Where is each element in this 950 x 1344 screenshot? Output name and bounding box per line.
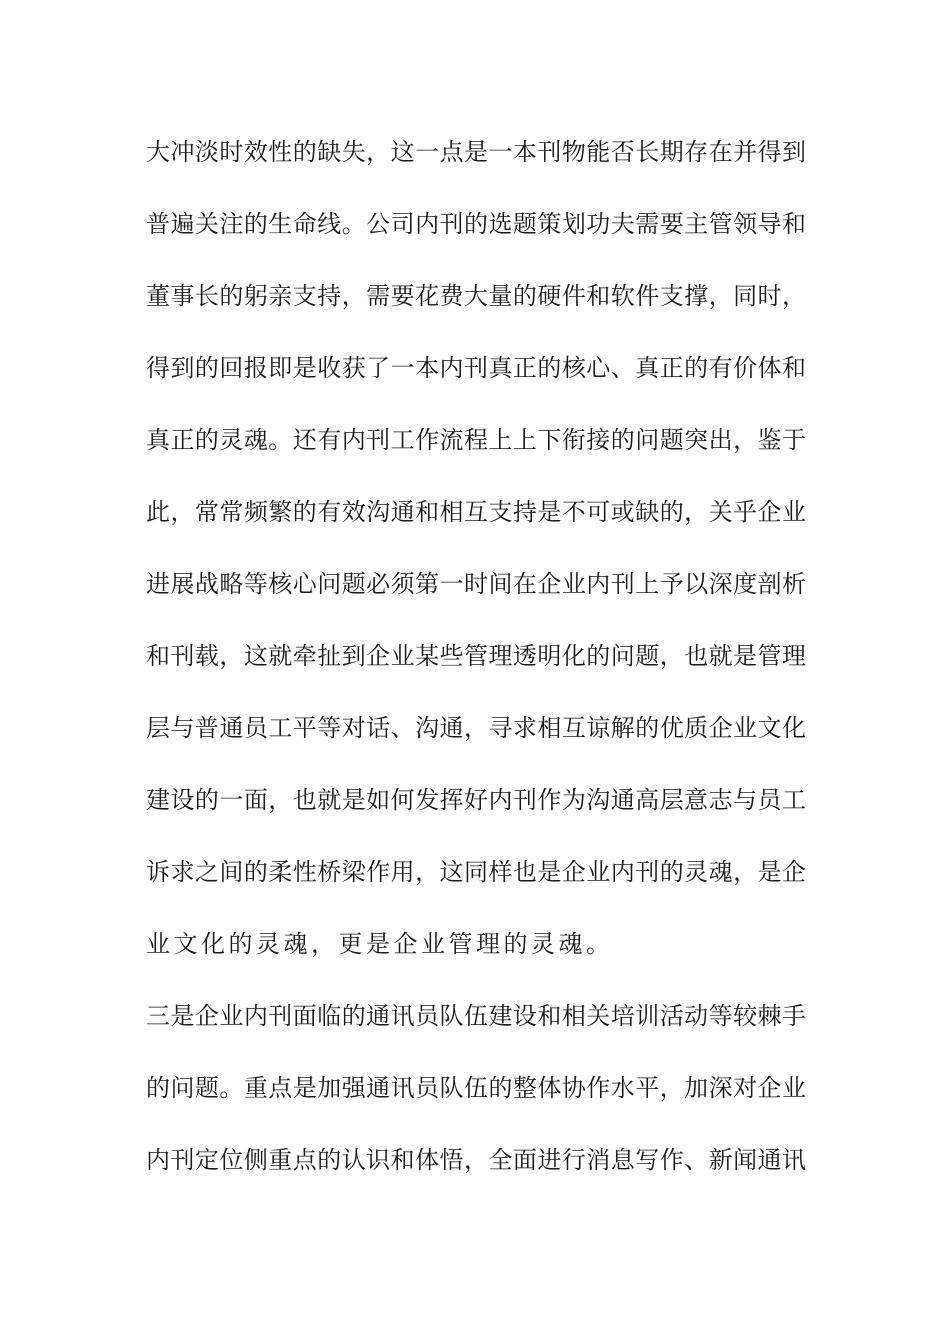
text-line: 建设的一面，也就是如何发挥好内刊作为沟通高层意志与员工 bbox=[146, 786, 806, 814]
text-line: 普遍关注的生命线。公司内刊的选题策划功夫需要主管领导和 bbox=[146, 210, 806, 238]
text-line: 内刊定位侧重点的认识和体悟，全面进行消息写作、新闻通讯 bbox=[146, 1146, 806, 1174]
text-line: 大冲淡时效性的缺失，这一点是一本刊物能否长期存在并得到 bbox=[146, 138, 806, 166]
text-line: 得到的回报即是收获了一本内刊真正的核心、真正的有价体和 bbox=[146, 354, 806, 382]
text-line: 业文化的灵魂，更是企业管理的灵魂。 bbox=[146, 930, 614, 958]
text-line: 层与普通员工平等对话、沟通，寻求相互谅解的优质企业文化 bbox=[146, 714, 806, 742]
text-line: 三是企业内刊面临的通讯员队伍建设和相关培训活动等较棘手 bbox=[146, 1002, 806, 1030]
body-text bbox=[146, 128, 806, 1208]
text-line: 此，常常频繁的有效沟通和相互支持是不可或缺的，关乎企业 bbox=[146, 498, 806, 526]
text-line: 真正的灵魂。还有内刊工作流程上上下衔接的问题突出，鉴于 bbox=[146, 426, 806, 454]
text-line: 进展战略等核心问题必须第一时间在企业内刊上予以深度剖析 bbox=[146, 570, 806, 598]
text-line: 和刊载，这就牵扯到企业某些管理透明化的问题，也就是管理 bbox=[146, 642, 806, 670]
text-line: 董事长的躬亲支持，需要花费大量的硬件和软件支撑，同时， bbox=[146, 282, 806, 310]
text-line: 的问题。重点是加强通讯员队伍的整体协作水平，加深对企业 bbox=[146, 1074, 806, 1102]
text-line: 诉求之间的柔性桥梁作用，这同样也是企业内刊的灵魂，是企 bbox=[146, 858, 806, 886]
